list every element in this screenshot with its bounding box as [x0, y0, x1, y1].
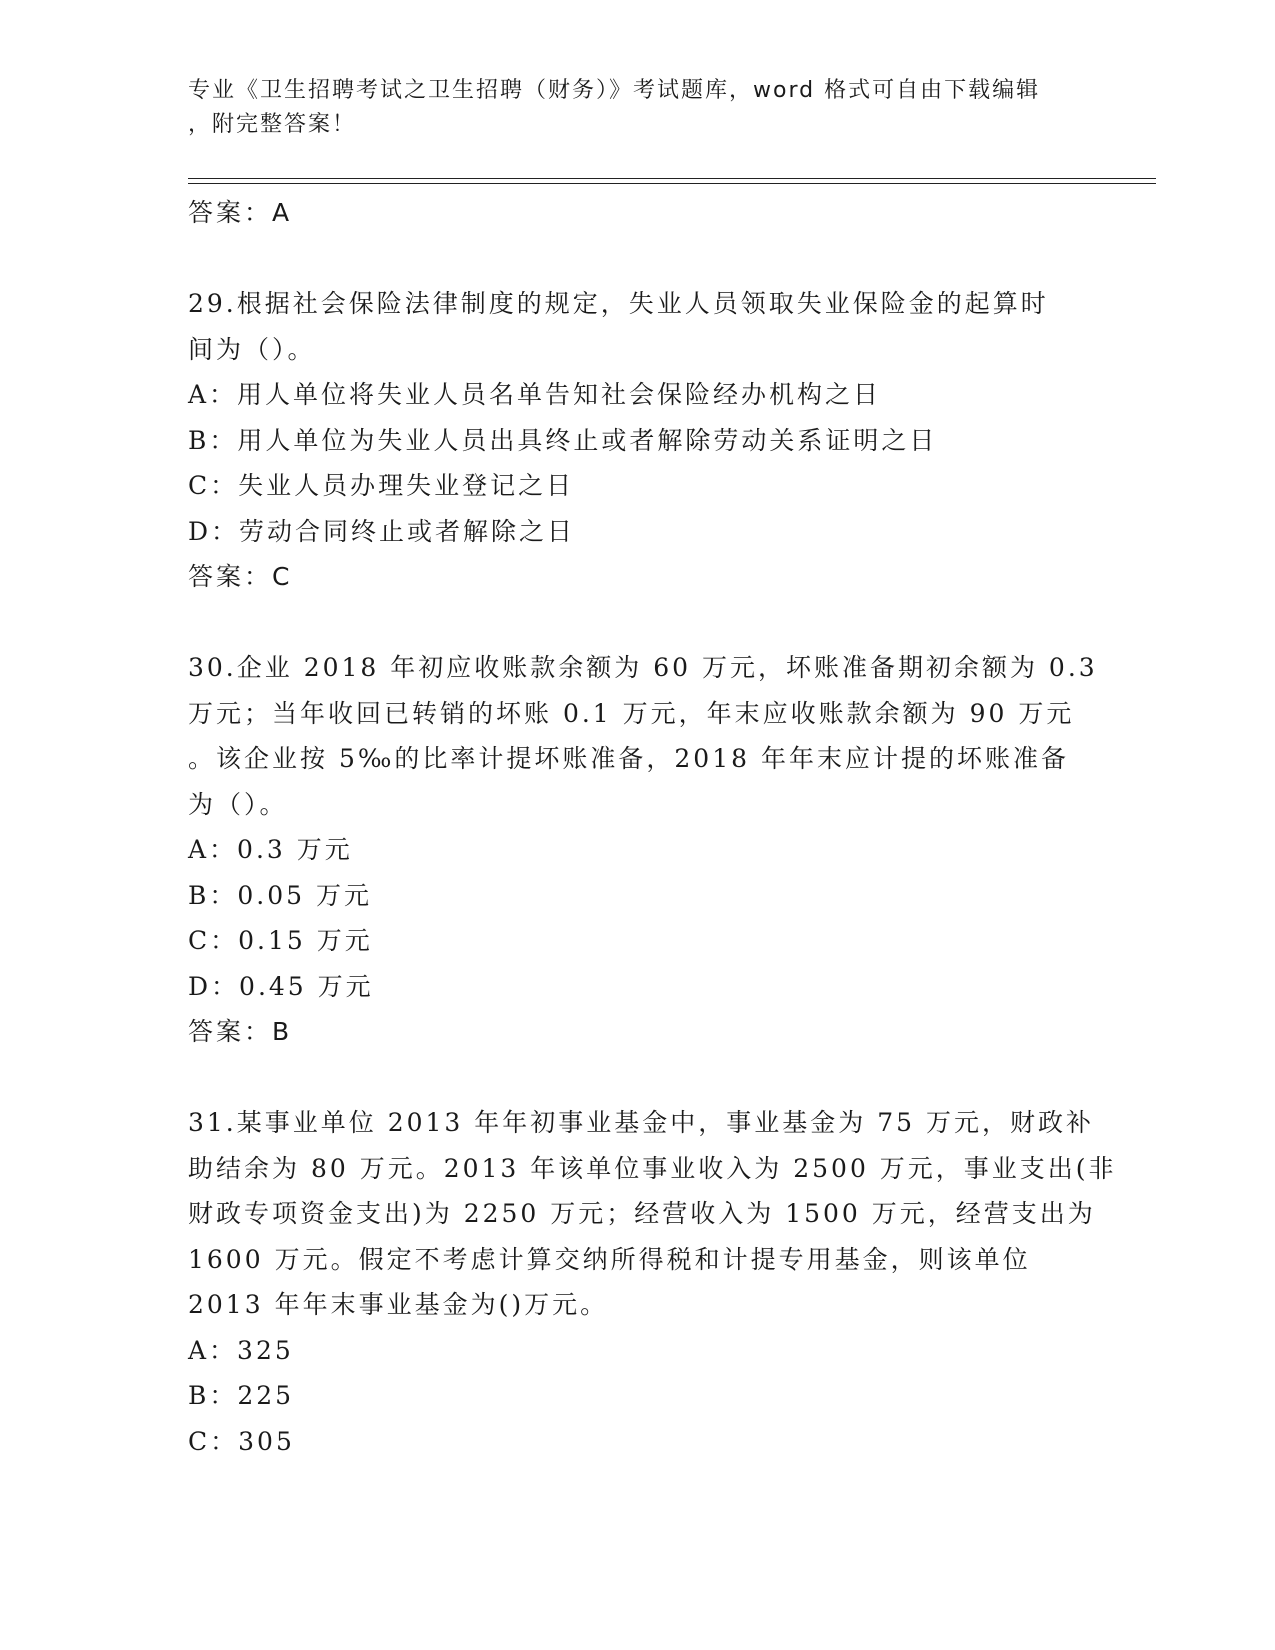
question-stem-line: 助结余为 80 万元。2013 年该单位事业收入为 2500 万元，事业支出(非: [188, 1153, 1117, 1183]
option-a: A：用人单位将失业人员名单告知社会保险经办机构之日: [188, 380, 882, 409]
option-d: D：0.45 万元: [188, 971, 374, 1001]
option-c: C：0.15 万元: [188, 926, 373, 955]
question-31: [188, 1100, 1117, 1464]
header-divider-top: [188, 178, 1156, 179]
question-stem-line: 。该企业按 5‰的比率计提坏账准备，2018 年年末应计提的坏账准备: [188, 744, 1069, 773]
question-30: [188, 645, 1098, 1055]
header-divider-bottom: [188, 183, 1156, 184]
page-header: [188, 74, 1088, 142]
previous-answer: 答案：A: [188, 198, 293, 227]
option-b: B：用人单位为失业人员出具终止或者解除劳动关系证明之日: [188, 425, 938, 455]
question-stem-line: 29.根据社会保险法律制度的规定，失业人员领取失业保险金的起算时: [188, 289, 1049, 318]
question-stem-line: 2013 年年末事业基金为()万元。: [188, 1290, 609, 1319]
question-stem-line: 财政专项资金支出)为 2250 万元；经营收入为 1500 万元，经营支出为: [188, 1199, 1096, 1228]
option-a: A：0.3 万元: [188, 835, 353, 864]
option-b: B：225: [188, 1381, 295, 1410]
question-content: [188, 190, 1117, 1464]
question-stem-line: 间为（）。: [188, 334, 316, 364]
option-d: D：劳动合同终止或者解除之日: [188, 516, 576, 546]
option-c: C：失业人员办理失业登记之日: [188, 471, 575, 500]
option-b: B：0.05 万元: [188, 880, 372, 910]
question-stem-line: 30.企业 2018 年初应收账款余额为 60 万元，坏账准备期初余额为 0.3: [188, 653, 1098, 682]
option-a: A：325: [188, 1335, 294, 1365]
question-stem-line: 为（）。: [188, 789, 288, 819]
option-c: C：305: [188, 1426, 295, 1456]
answer: 答案：C: [188, 562, 293, 591]
spacer: [188, 236, 1088, 282]
header-line-1: 专业《卫生招聘考试之卫生招聘（财务）》考试题库，word 格式可自由下载编辑: [188, 78, 1041, 103]
question-stem-line: 31.某事业单位 2013 年年初事业基金中，事业基金为 75 万元，财政补: [188, 1108, 1094, 1137]
answer: 答案：B: [188, 1017, 293, 1046]
question-29: [188, 281, 1088, 600]
question-stem-line: 万元；当年收回已转销的坏账 0.1 万元，年末应收账款余额为 90 万元: [188, 698, 1075, 728]
header-line-2: ，附完整答案！: [188, 112, 357, 137]
question-stem-line: 1600 万元。假定不考虑计算交纳所得税和计提专用基金，则该单位: [188, 1244, 1031, 1274]
spacer: [188, 600, 1088, 646]
spacer: [188, 1055, 1088, 1101]
